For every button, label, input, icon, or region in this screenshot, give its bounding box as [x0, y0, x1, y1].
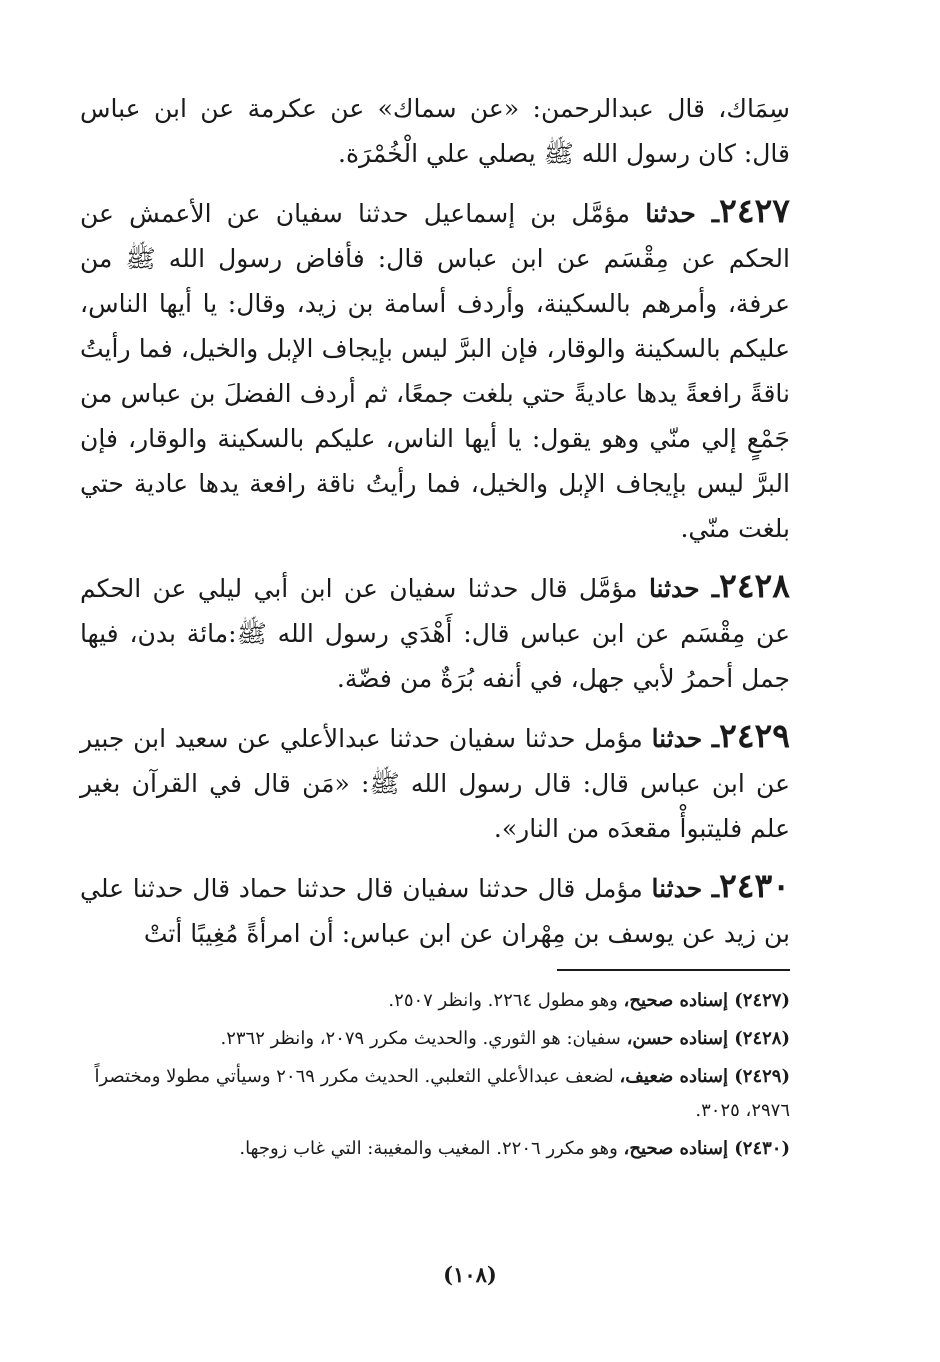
footnote-text: سفيان: هو الثوري. والحديث مكرر ٢٠٧٩، وانظر ٢٣٦٢.: [220, 1028, 621, 1049]
hadith-number: ٢٤٢٧: [719, 191, 790, 230]
hadith-text: مؤمَّل قال حدثنا سفيان عن ابن أبي ليلي عن الحكم عن مِقْسَم عن ابن عباس قال: أَهْدَي رسول الله ﷺ:مائة بدن، فيها جمل أحمرُ لأبي جهل، في أنفه بُرَةٌ من فضّة.: [80, 574, 790, 693]
footnote: [90, 984, 790, 1018]
footnote-text: وهو مطول ٢٢٦٤. وانظر ٢٥٠٧.: [388, 990, 618, 1011]
footnote-label: (٢٤٢٨) إسناده حسن،: [626, 1028, 790, 1049]
hadith-lead: ـ حدثنا: [651, 724, 720, 753]
footnote-text: لضعف عبدالأعلي الثعلبي. الحديث مكرر ٢٠٦٩ وسيأتي مطولا ومختصراً ٢٩٧٦، ٣٠٢٥.: [94, 1066, 790, 1121]
hadith-number: ٢٤٢٨: [719, 566, 790, 605]
page-number: (١٠٨): [443, 1262, 497, 1287]
hadith-text: مؤمَّل بن إسماعيل حدثنا سفيان عن الأعمش عن الحكم عن مِقْسَم عن ابن عباس قال: فأفاض رسول الله ﷺ من عرفة، وأمرهم بالسكينة، وأردف أسامة بن زيد، وقال: يا أيها الناس، عليكم بالسكينة والوقار، فإن البرَّ ليس بإيجاف الإبل والخيل، فما رأيتُ ناقةً رافعةً يدها عاديةً حتي بلغت جمعًا، ثم أردف الفضلَ بن عباس من جَمْعٍ إلي منّي وهو يقول: يا أيها الناس، عليكم بالسكينة والوقار، فإن البرَّ ليس بإيجاف الإبل والخيل، فما رأيتُ ناقة رافعة يدها عادية حتي بلغت منّي.: [80, 199, 790, 543]
main-text: [80, 86, 790, 956]
footnote: [90, 1060, 790, 1128]
footnote-label: (٢٤٢٧) إسناده صحيح،: [623, 990, 790, 1011]
footnote: [90, 1132, 790, 1166]
hadith-text: مؤمل قال حدثنا سفيان قال حدثنا حماد قال حدثنا علي بن زيد عن يوسف بن مِهْران عن ابن عباس: أن امرأةً مُغِيبًا أتتْ: [80, 874, 790, 948]
footnote-label: (٢٤٢٩) إسناده ضعيف،: [619, 1066, 790, 1087]
hadith-2427: [80, 188, 790, 551]
hadith-lead: ـ حدثنا: [645, 199, 720, 228]
hadith-2430: [80, 863, 790, 956]
footnote-divider: [557, 969, 790, 971]
hadith-lead: ـ حدثنا: [648, 574, 720, 603]
footnote: [90, 1022, 790, 1056]
continuation-text: سِمَاك، قال عبدالرحمن: «عن سماك» عن عكرمة عن ابن عباس قال: كان رسول الله ﷺ يصلي علي الْخُمْرَة.: [80, 94, 790, 168]
hadith-number: ٢٤٣٠: [719, 866, 790, 905]
footnotes: [90, 984, 790, 1170]
footnote-text: وهو مكرر ٢٢٠٦. المغيب والمغيبة: التي غاب زوجها.: [239, 1138, 618, 1159]
hadith-lead: ـ حدثنا: [651, 874, 720, 903]
hadith-text: مؤمل حدثنا سفيان حدثنا عبدالأعلي عن سعيد ابن جبير عن ابن عباس قال: قال رسول الله ﷺ: «مَن قال في القرآن بغير علم فليتبوأْ مقعدَه من النار».: [80, 724, 790, 843]
hadith-number: ٢٤٢٩: [719, 716, 790, 755]
hadith-2428: [80, 563, 790, 701]
footnote-label: (٢٤٣٠) إسناده صحيح،: [623, 1138, 790, 1159]
continuation-paragraph: [80, 86, 790, 176]
hadith-2429: [80, 713, 790, 851]
